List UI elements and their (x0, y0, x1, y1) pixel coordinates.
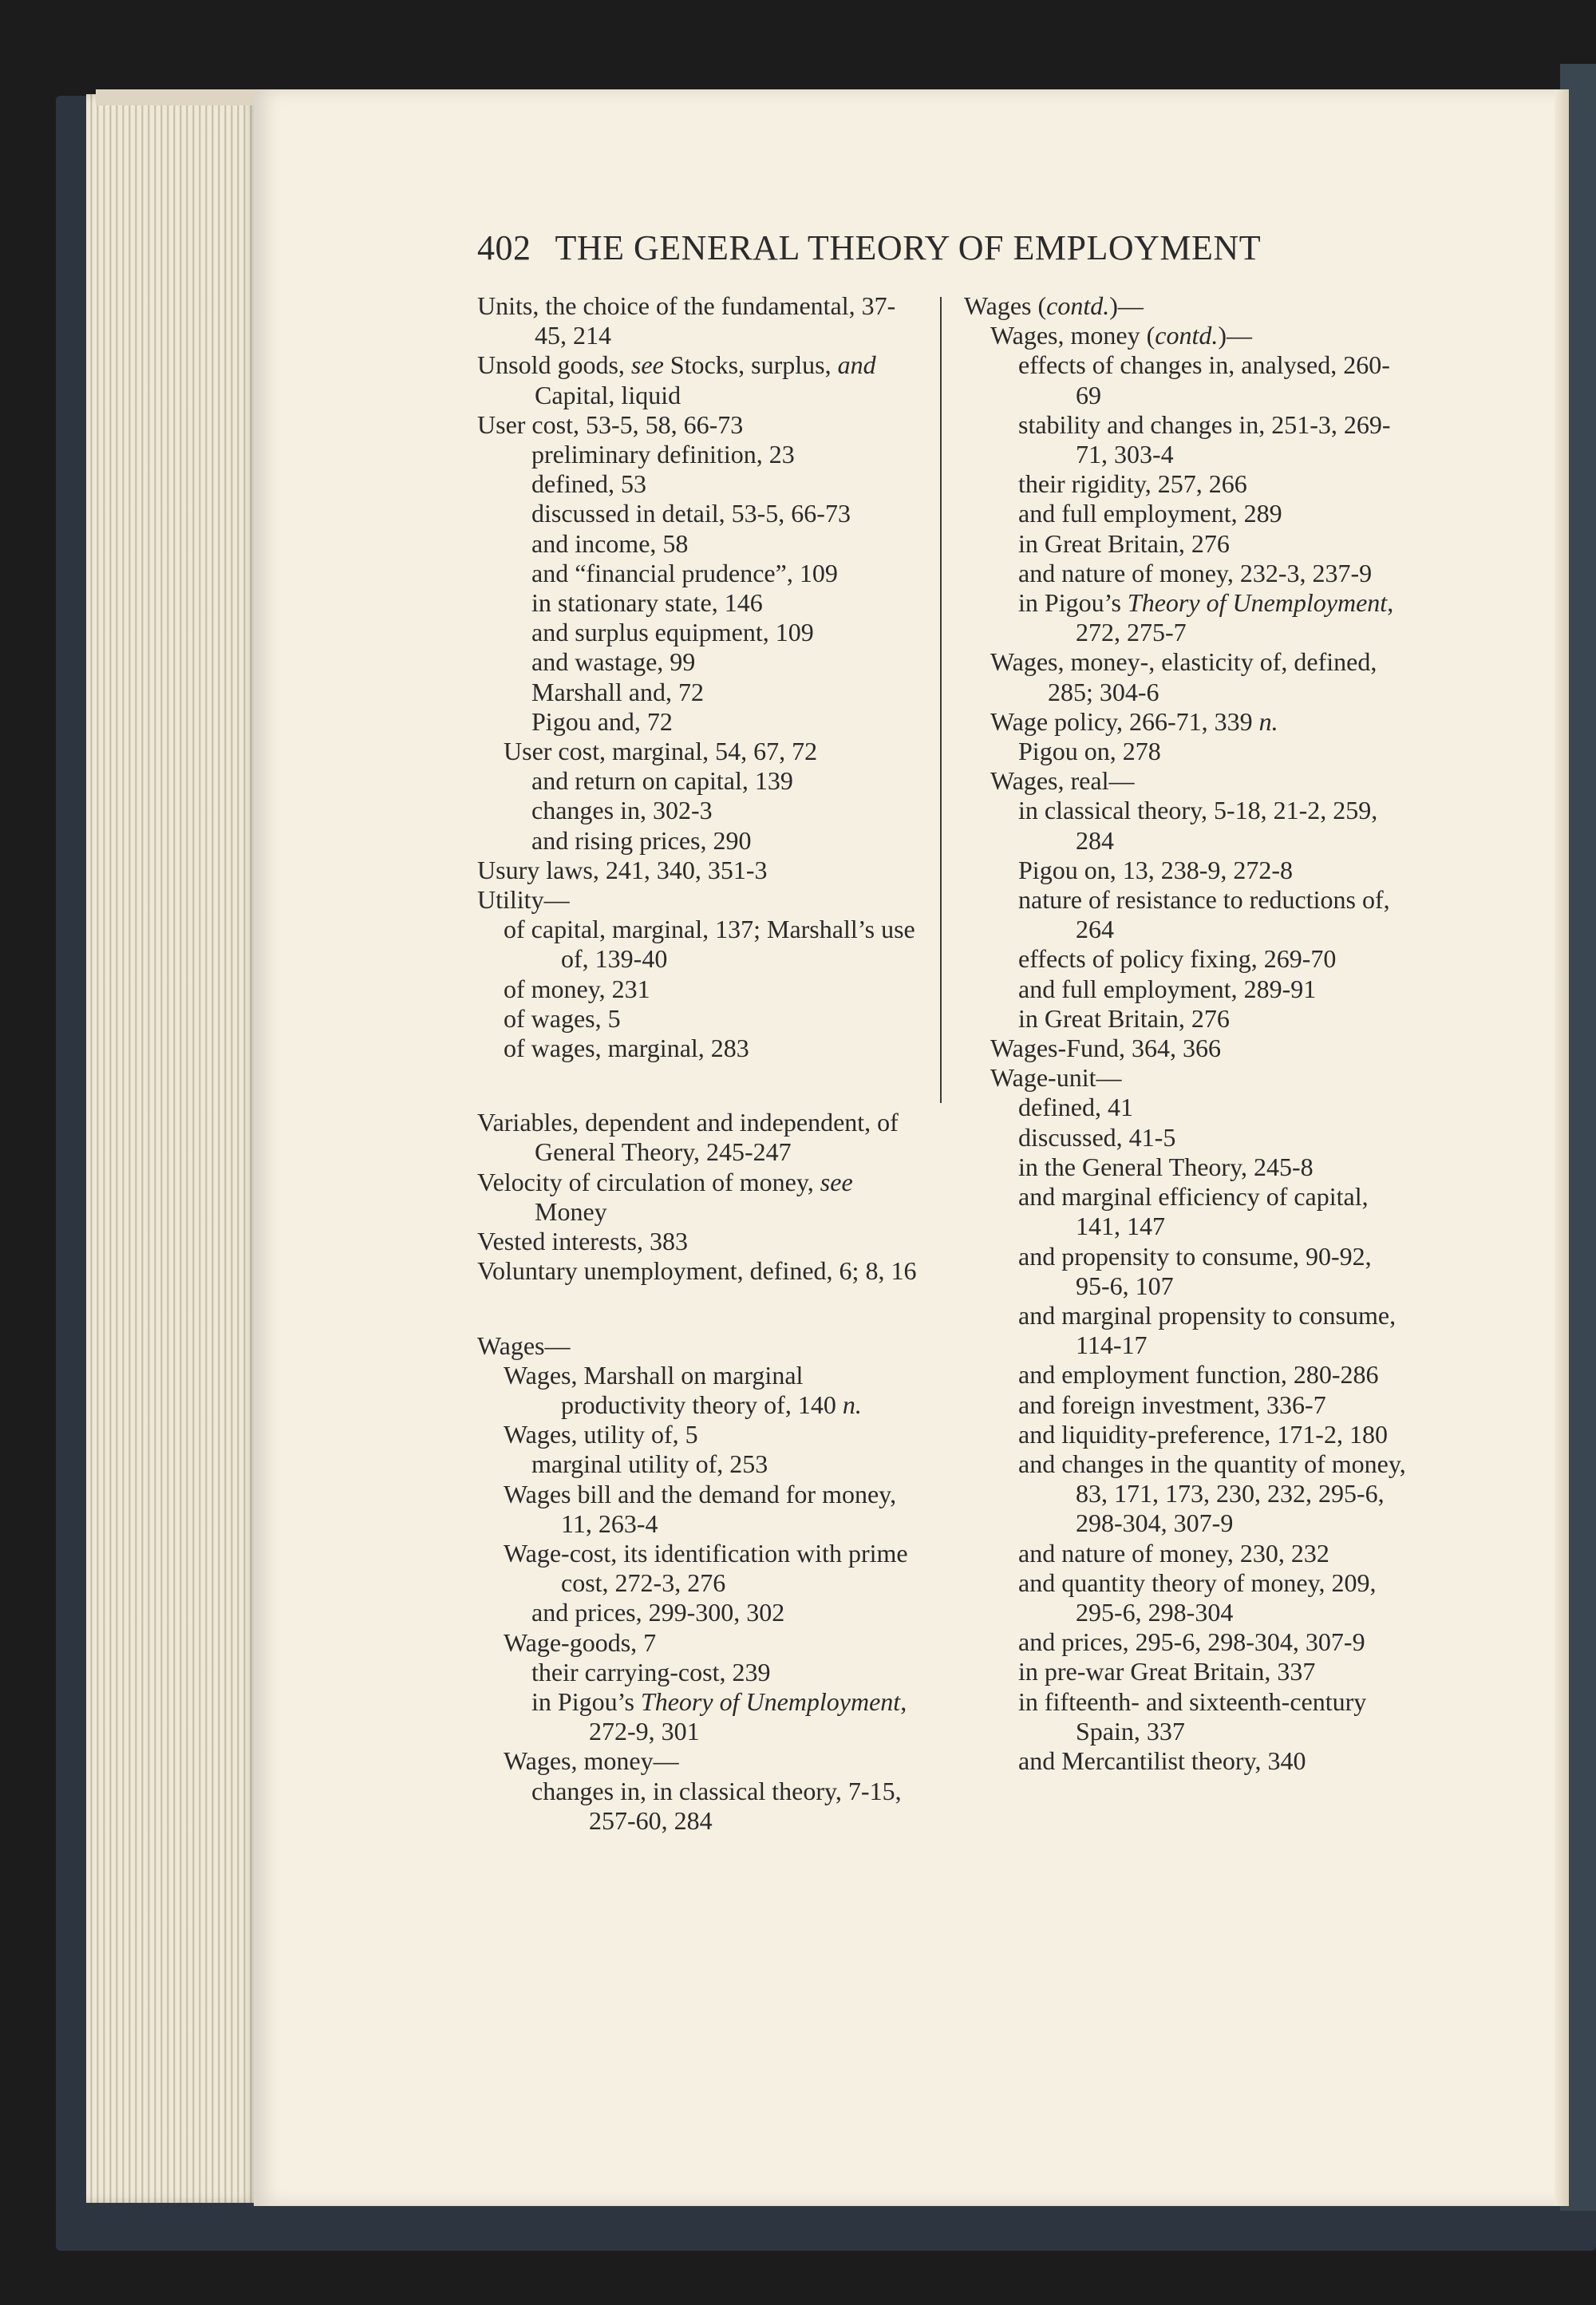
index-entry (990, 766, 1411, 796)
index-entry-text: and propensity to consume, 90-92, 95-6, 107 (1018, 1241, 1372, 1300)
index-entry-text: Wages, money ( (990, 321, 1156, 350)
index-entry (1018, 1182, 1411, 1241)
index-entry (477, 1227, 924, 1256)
index-entry (1018, 1123, 1411, 1152)
index-entry (531, 1687, 924, 1746)
index-entry-text: Wages, money— (504, 1746, 679, 1776)
index-entry (504, 1628, 924, 1658)
index-entry (477, 410, 924, 440)
index-entry-text: defined, 41 (1018, 1093, 1133, 1122)
index-entry (990, 647, 1411, 706)
index-entry-text: Wages-Fund, 364, 366 (990, 1034, 1221, 1063)
index-entry (990, 321, 1411, 350)
index-entry-text: Wage policy, 266-71, 339 (990, 706, 1259, 736)
index-entry (531, 1449, 924, 1479)
index-entry (1018, 737, 1411, 766)
index-entry-italic: n. (842, 1390, 862, 1419)
index-entry (531, 469, 924, 499)
index-entry (1018, 944, 1411, 974)
index-entry (1018, 1746, 1411, 1776)
index-entry-text: preliminary definition, 23 (531, 440, 795, 469)
index-entry (531, 707, 924, 737)
index-entry (1018, 1093, 1411, 1122)
index-entry-text: )— (1218, 321, 1252, 350)
index-entry (1018, 885, 1411, 944)
section-gap (477, 1287, 924, 1331)
index-entry-italic: contd. (1046, 291, 1110, 320)
index-entry-text: defined, 53 (531, 469, 646, 499)
index-entry-text: their carrying-cost, 239 (531, 1657, 771, 1686)
running-header (477, 227, 1331, 268)
index-entry-text: Stocks, surplus, (663, 350, 838, 380)
index-entry-text: of wages, 5 (504, 1003, 621, 1033)
index-entry-text: Wages, utility of, 5 (504, 1420, 698, 1449)
index-column-left (477, 291, 924, 1836)
index-entry (1018, 856, 1411, 885)
index-entry (504, 1034, 924, 1063)
index-entry-text: Pigou on, 13, 238-9, 272-8 (1018, 855, 1293, 884)
index-entry-text: Wage-goods, 7 (504, 1627, 657, 1657)
index-entry (477, 1331, 924, 1361)
index-entry (531, 826, 924, 856)
index-entry (1018, 1568, 1411, 1627)
index-entry-text: Vested interests, 383 (477, 1227, 688, 1256)
index-entry-text: discussed, 41-5 (1018, 1122, 1176, 1152)
index-entry (1018, 499, 1411, 528)
index-entry (1018, 1627, 1411, 1657)
index-entry-text: of capital, marginal, 137; Marshall’s use of, 139-40 (504, 915, 915, 974)
index-entry (1018, 1242, 1411, 1301)
index-entry-text: and “financial prudence”, 109 (531, 558, 838, 587)
index-entry-text: and liquidity-preference, 171-2, 180 (1018, 1419, 1388, 1449)
index-entry-text: stability and changes in, 251-3, 269-71, 303-4 (1018, 409, 1391, 469)
index-entry-italic: see (630, 350, 664, 380)
index-entry-text: User cost, 53-5, 58, 66-73 (477, 409, 744, 439)
index-entry (1018, 529, 1411, 559)
index-entry (477, 885, 924, 915)
index-entry (531, 647, 924, 677)
index-entry-text: and quantity theory of money, 209, 295-6, 298-304 (1018, 1568, 1377, 1627)
index-entry-text: Wage-cost, its identification with prime cost, 272-3, 276 (504, 1538, 908, 1598)
index-entry (477, 1168, 924, 1227)
index-entry-text: and income, 58 (531, 528, 689, 558)
index-entry-text: Variables, dependent and independent, of General Theory, 245-247 (477, 1108, 899, 1167)
index-entry-text: Voluntary unemployment, defined, 6; 8, 16 (477, 1256, 917, 1286)
index-entry-text: Velocity of circulation of money, (477, 1167, 820, 1196)
index-entry (990, 1034, 1411, 1063)
index-entry-text: and surplus equipment, 109 (531, 618, 814, 647)
index-entry (477, 291, 924, 350)
index-entry (531, 499, 924, 528)
index-entry (964, 291, 1411, 321)
running-title: THE GENERAL THEORY OF EMPLOYMENT (555, 228, 1262, 267)
index-entry (1018, 588, 1411, 647)
index-entry (531, 559, 924, 588)
index-entry-text: and foreign investment, 336-7 (1018, 1390, 1326, 1419)
index-entry-text: and full employment, 289-91 (1018, 974, 1317, 1003)
index-entry (1018, 1449, 1411, 1539)
index-entry (531, 1598, 924, 1627)
index-entry-text: and nature of money, 230, 232 (1018, 1538, 1329, 1568)
index-entry-text: Wage-unit— (990, 1063, 1122, 1093)
index-entry-text: marginal utility of, 253 (531, 1449, 768, 1479)
index-entry-text: User cost, marginal, 54, 67, 72 (504, 737, 818, 766)
index-entry-text: Money (535, 1196, 607, 1226)
index-entry-italic: n. (1258, 706, 1278, 736)
page-gutter-edge (1555, 89, 1569, 2206)
index-entry (1018, 1539, 1411, 1568)
index-entry (531, 440, 924, 469)
index-entry (531, 796, 924, 825)
index-entry-text: and changes in the quantity of money, 83, 171, 173, 230, 232, 295-6, 298-304, 307-9 (1018, 1449, 1406, 1538)
index-entry-text: , 272-9, 301 (589, 1686, 907, 1746)
index-entry (531, 1658, 924, 1687)
index-entry-text: Wages— (477, 1330, 571, 1360)
index-entry (531, 766, 924, 796)
index-entry (1018, 1420, 1411, 1449)
index-entry (504, 737, 924, 766)
index-entry-text: in pre-war Great Britain, 337 (1018, 1657, 1316, 1686)
index-entry (1018, 469, 1411, 499)
index-entry-italic: Theory of Unemployment (640, 1686, 901, 1716)
index-entry (1018, 1004, 1411, 1034)
index-entry-text: and Mercantilist theory, 340 (1018, 1746, 1306, 1775)
index-entry (504, 1004, 924, 1034)
index-entry-text: and nature of money, 232-3, 237-9 (1018, 558, 1373, 587)
index-entry-text: Pigou and, 72 (531, 706, 673, 736)
index-entry (504, 1746, 924, 1776)
index-entry (1018, 1360, 1411, 1390)
index-entry-text: discussed in detail, 53-5, 66-73 (531, 499, 851, 528)
index-entry-text: effects of changes in, analysed, 260-69 (1018, 350, 1390, 409)
index-entry (1018, 559, 1411, 588)
index-entry-text: changes in, in classical theory, 7-15, 257-60, 284 (531, 1776, 902, 1835)
index-entry-text: Usury laws, 241, 340, 351-3 (477, 855, 768, 884)
index-entry-text: and marginal propensity to consume, 114-17 (1018, 1300, 1396, 1360)
index-entry-text: in classical theory, 5-18, 21-2, 259, 284 (1018, 796, 1378, 855)
index-entry (531, 618, 924, 647)
index-entry (1018, 1152, 1411, 1182)
index-entry (990, 707, 1411, 737)
index-entry (477, 856, 924, 885)
index-entry (1018, 1687, 1411, 1746)
index-entry (504, 1539, 924, 1598)
index-entry-text: in Pigou’s (531, 1686, 641, 1716)
index-entry-text: in the General Theory, 245-8 (1018, 1152, 1314, 1181)
index-entry-text: and employment function, 280-286 (1018, 1360, 1379, 1390)
index-entry (504, 915, 924, 974)
page-edges (86, 94, 258, 2203)
index-entry (504, 1361, 924, 1420)
index-entry-text: , 272, 275-7 (1076, 588, 1394, 647)
index-block-u (477, 291, 924, 1063)
index-entry (531, 588, 924, 618)
index-block-w-contd (964, 291, 1411, 1776)
index-entry (531, 1777, 924, 1836)
index-entry-text: in stationary state, 146 (531, 588, 763, 618)
index-entry (477, 350, 924, 409)
index-entry-italic: see (820, 1167, 853, 1196)
index-entry-text: )— (1109, 291, 1144, 320)
index-entry-text: in Great Britain, 276 (1018, 1003, 1230, 1033)
index-entry-text: and prices, 295-6, 298-304, 307-9 (1018, 1627, 1365, 1657)
index-entry-text: in Pigou’s (1018, 588, 1128, 618)
index-entry-italic: Theory of Unemployment (1127, 588, 1388, 618)
index-block-w (477, 1331, 924, 1836)
index-entry-text: in Great Britain, 276 (1018, 528, 1230, 558)
index-entry-text: and marginal efficiency of capital, 141, 147 (1018, 1182, 1369, 1241)
index-entry-text: Wages bill and the demand for money, 11, 263-4 (504, 1479, 897, 1538)
index-entry (1018, 410, 1411, 469)
index-entry (531, 529, 924, 559)
index-entry-text: effects of policy fixing, 269-70 (1018, 944, 1337, 974)
index-entry-text: of wages, marginal, 283 (504, 1034, 749, 1063)
index-entry-text: Wages, money-, elasticity of, defined, 285; 304-6 (990, 647, 1377, 706)
index-entry-text: Capital, liquid (535, 380, 681, 409)
page-edges-top (96, 89, 263, 105)
index-entry (477, 1256, 924, 1286)
index-entry-italic: contd. (1155, 321, 1219, 350)
index-entry-text: Unsold goods, (477, 350, 631, 380)
column-divider (940, 297, 942, 1103)
index-entry-text: Wages, Marshall on marginal productivity theory of, 140 (504, 1360, 843, 1419)
index-entry-text: Marshall and, 72 (531, 677, 704, 706)
index-entry (1018, 1657, 1411, 1686)
index-entry (990, 1063, 1411, 1093)
index-entry (531, 678, 924, 707)
index-entry-text: and wastage, 99 (531, 647, 696, 677)
index-entry-text: Wages ( (964, 291, 1047, 320)
index-entry-text: of money, 231 (504, 974, 650, 1003)
page-number: 402 (477, 228, 531, 267)
index-entry-text: Utility— (477, 885, 570, 915)
index-block-v (477, 1108, 924, 1286)
index-entry (477, 1108, 924, 1167)
index-entry (504, 1420, 924, 1449)
index-entry-text: nature of resistance to reductions of, 264 (1018, 885, 1390, 944)
section-gap (477, 1063, 924, 1108)
index-entry-text: Wages, real— (990, 766, 1135, 796)
index-entry (1018, 796, 1411, 855)
index-entry-text: and rising prices, 290 (531, 825, 752, 855)
index-entry-text: and return on capital, 139 (531, 766, 793, 796)
index-entry-text: Units, the choice of the fundamental, 37-45, 214 (477, 291, 896, 350)
index-entry-text: in fifteenth- and sixteenth-century Spain, 337 (1018, 1686, 1367, 1746)
index-entry (1018, 350, 1411, 409)
index-entry (504, 1480, 924, 1539)
index-entry (1018, 1301, 1411, 1360)
index-entry-text: and full employment, 289 (1018, 499, 1282, 528)
index-entry (1018, 975, 1411, 1004)
index-entry (504, 975, 924, 1004)
index-entry-italic: and (837, 350, 876, 380)
index-entry-text: and prices, 299-300, 302 (531, 1598, 785, 1627)
index-entry-text: changes in, 302-3 (531, 796, 713, 825)
index-entry-text: their rigidity, 257, 266 (1018, 469, 1247, 499)
index-entry-text: Pigou on, 278 (1018, 737, 1161, 766)
index-entry (1018, 1390, 1411, 1420)
index-column-right (964, 291, 1411, 1776)
